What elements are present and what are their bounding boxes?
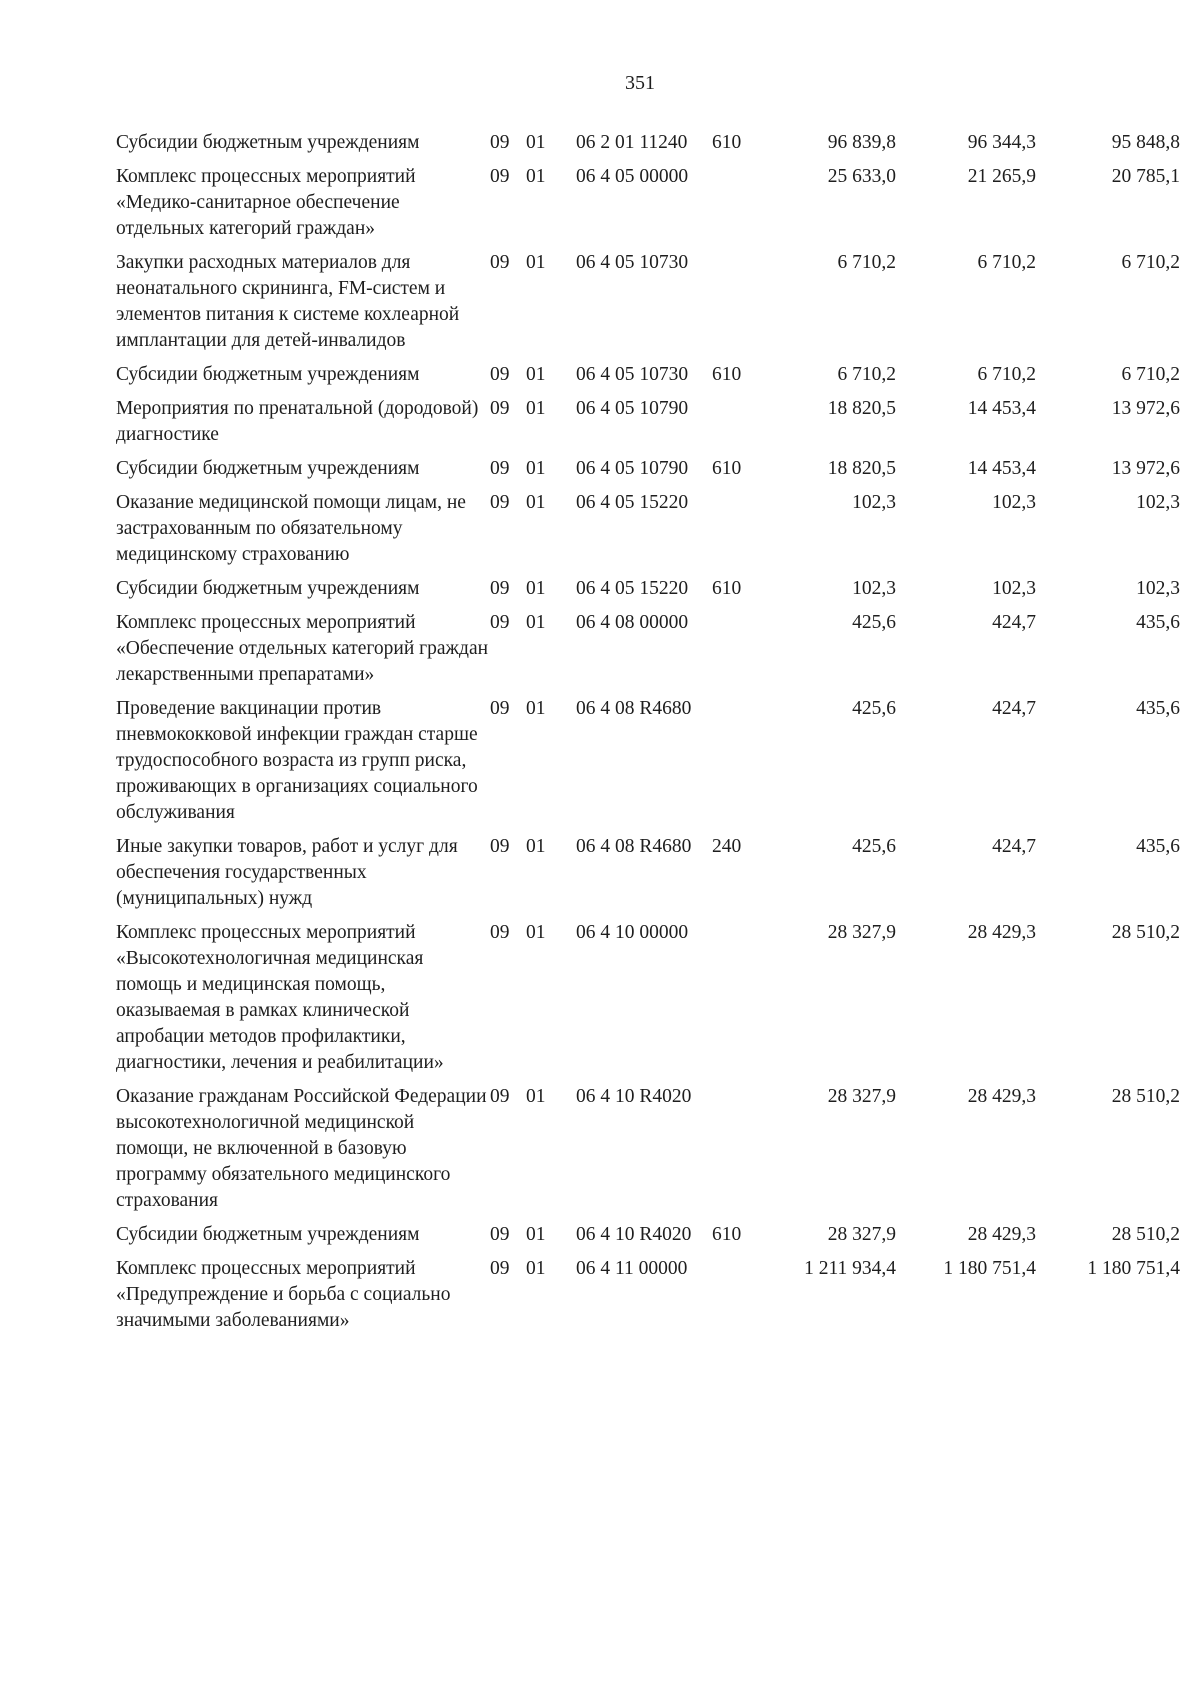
table-row (116, 250, 1180, 362)
amount-year-1: 18 820,5 (827, 458, 896, 479)
section-code: 09 (490, 364, 510, 385)
amount-year-2: 28 429,3 (967, 1224, 1036, 1245)
section-code: 09 (490, 132, 510, 153)
subsection-code: 01 (526, 1086, 546, 1107)
subsection-code: 01 (526, 458, 546, 479)
amount-year-3: 435,6 (1136, 698, 1180, 719)
row-name: Оказание медицинской помощи лицам, не застрахованным по обязательному медицинскому страхованию (116, 492, 466, 565)
expense-type-code: 240 (712, 836, 742, 857)
subsection-code: 01 (526, 578, 546, 599)
row-name: Субсидии бюджетным учреждениям (116, 364, 420, 385)
amount-year-2: 424,7 (992, 612, 1036, 633)
amount-year-2: 424,7 (992, 836, 1036, 857)
target-article-code: 06 4 08 R4680 (576, 698, 692, 719)
table-row (116, 164, 1180, 250)
table-row (116, 396, 1180, 456)
expense-type-code (712, 490, 764, 576)
amount-year-3: 20 785,1 (1111, 166, 1180, 187)
target-article-code: 06 4 05 10790 (576, 398, 689, 419)
expense-type-code (712, 610, 764, 696)
row-name: Комплекс процессных мероприятий «Предупреждение и борьба с социально значимыми заболеваниями» (116, 1258, 451, 1331)
section-code: 09 (490, 252, 510, 273)
row-name: Мероприятия по пренатальной (дородовой) диагностике (116, 398, 479, 445)
amount-year-2: 6 710,2 (977, 364, 1036, 385)
subsection-code: 01 (526, 922, 546, 943)
amount-year-2: 28 429,3 (967, 922, 1036, 943)
table-row (116, 362, 1180, 396)
row-name: Комплекс процессных мероприятий «Медико-санитарное обеспечение отдельных категорий граждан» (116, 166, 416, 239)
amount-year-1: 28 327,9 (827, 922, 896, 943)
amount-year-3: 435,6 (1136, 836, 1180, 857)
table-row (116, 920, 1180, 1084)
section-code: 09 (490, 1086, 510, 1107)
expense-type-code: 610 (712, 132, 742, 153)
subsection-code: 01 (526, 492, 546, 513)
expense-type-code: 610 (712, 364, 742, 385)
section-code: 09 (490, 398, 510, 419)
expense-type-code (712, 250, 764, 362)
expense-type-code (712, 164, 764, 250)
target-article-code: 06 4 08 R4680 (576, 836, 692, 857)
table-row (116, 130, 1180, 164)
amount-year-3: 13 972,6 (1111, 458, 1180, 479)
amount-year-3: 95 848,8 (1111, 132, 1180, 153)
section-code: 09 (490, 1224, 510, 1245)
subsection-code: 01 (526, 132, 546, 153)
amount-year-1: 102,3 (852, 578, 896, 599)
amount-year-1: 425,6 (852, 612, 896, 633)
amount-year-2: 14 453,4 (967, 458, 1036, 479)
subsection-code: 01 (526, 364, 546, 385)
amount-year-1: 96 839,8 (827, 132, 896, 153)
amount-year-1: 18 820,5 (827, 398, 896, 419)
row-name: Закупки расходных материалов для неонатального скрининга, FM-систем и элементов питания к системе кохлеарной имплантации для детей-инвалидов (116, 252, 460, 351)
amount-year-1: 6 710,2 (837, 252, 896, 273)
row-name: Оказание гражданам Российской Федерации высокотехнологичной медицинской помощи, не включенной в базовую программу обязательного медицинского страхования (116, 1086, 487, 1211)
target-article-code: 06 4 05 10730 (576, 252, 689, 273)
expense-type-code (712, 396, 764, 456)
amount-year-2: 28 429,3 (967, 1086, 1036, 1107)
target-article-code: 06 4 05 10730 (576, 364, 689, 385)
amount-year-1: 102,3 (852, 492, 896, 513)
amount-year-3: 28 510,2 (1111, 922, 1180, 943)
amount-year-2: 6 710,2 (977, 252, 1036, 273)
target-article-code: 06 2 01 11240 (576, 132, 688, 153)
row-name: Комплекс процессных мероприятий «Высокотехнологичная медицинская помощь и медицинская помощь, оказываемая в рамках клинической апробации методов профилактики, диагностики, лечения и реабилитации» (116, 922, 444, 1073)
amount-year-3: 6 710,2 (1121, 252, 1180, 273)
amount-year-2: 1 180 751,4 (943, 1258, 1036, 1279)
row-name: Субсидии бюджетным учреждениям (116, 458, 420, 479)
amount-year-3: 1 180 751,4 (1087, 1258, 1180, 1279)
amount-year-3: 28 510,2 (1111, 1086, 1180, 1107)
subsection-code: 01 (526, 252, 546, 273)
table-row (116, 490, 1180, 576)
expense-type-code (712, 920, 764, 1084)
amount-year-2: 102,3 (992, 578, 1036, 599)
expense-type-code (712, 1256, 764, 1342)
row-name: Субсидии бюджетным учреждениям (116, 1224, 420, 1245)
section-code: 09 (490, 458, 510, 479)
row-name: Проведение вакцинации против пневмококковой инфекции граждан старше трудоспособного возраста из групп риска, проживающих в организациях социального обслуживания (116, 698, 478, 823)
row-name: Субсидии бюджетным учреждениям (116, 132, 420, 153)
subsection-code: 01 (526, 1258, 546, 1279)
section-code: 09 (490, 612, 510, 633)
section-code: 09 (490, 836, 510, 857)
section-code: 09 (490, 922, 510, 943)
section-code: 09 (490, 492, 510, 513)
table-row (116, 696, 1180, 834)
section-code: 09 (490, 578, 510, 599)
subsection-code: 01 (526, 166, 546, 187)
amount-year-3: 102,3 (1136, 578, 1180, 599)
amount-year-2: 424,7 (992, 698, 1036, 719)
amount-year-3: 6 710,2 (1121, 364, 1180, 385)
target-article-code: 06 4 10 R4020 (576, 1086, 692, 1107)
section-code: 09 (490, 698, 510, 719)
table-row (116, 1256, 1180, 1342)
subsection-code: 01 (526, 836, 546, 857)
target-article-code: 06 4 11 00000 (576, 1258, 688, 1279)
section-code: 09 (490, 166, 510, 187)
subsection-code: 01 (526, 612, 546, 633)
subsection-code: 01 (526, 1224, 546, 1245)
row-name: Комплекс процессных мероприятий «Обеспечение отдельных категорий граждан лекарственными препаратами» (116, 612, 489, 685)
amount-year-1: 425,6 (852, 698, 896, 719)
expense-type-code (712, 696, 764, 834)
amount-year-3: 435,6 (1136, 612, 1180, 633)
amount-year-2: 21 265,9 (967, 166, 1036, 187)
amount-year-1: 28 327,9 (827, 1224, 896, 1245)
table-row (116, 456, 1180, 490)
subsection-code: 01 (526, 398, 546, 419)
subsection-code: 01 (526, 698, 546, 719)
table-row (116, 576, 1180, 610)
table-row (116, 1222, 1180, 1256)
section-code: 09 (490, 1258, 510, 1279)
expense-type-code: 610 (712, 1224, 742, 1245)
table-row (116, 1084, 1180, 1222)
amount-year-3: 102,3 (1136, 492, 1180, 513)
page-number: 351 (625, 72, 655, 94)
expense-type-code (712, 1084, 764, 1222)
amount-year-1: 6 710,2 (837, 364, 896, 385)
row-name: Субсидии бюджетным учреждениям (116, 578, 420, 599)
amount-year-2: 96 344,3 (967, 132, 1036, 153)
amount-year-1: 28 327,9 (827, 1086, 896, 1107)
amount-year-3: 28 510,2 (1111, 1224, 1180, 1245)
amount-year-2: 14 453,4 (967, 398, 1036, 419)
target-article-code: 06 4 10 00000 (576, 922, 689, 943)
amount-year-1: 425,6 (852, 836, 896, 857)
target-article-code: 06 4 05 15220 (576, 492, 689, 513)
amount-year-1: 25 633,0 (827, 166, 896, 187)
target-article-code: 06 4 05 10790 (576, 458, 689, 479)
expense-type-code: 610 (712, 578, 742, 599)
target-article-code: 06 4 08 00000 (576, 612, 689, 633)
budget-table (116, 130, 1180, 1342)
table-row (116, 834, 1180, 920)
target-article-code: 06 4 05 00000 (576, 166, 689, 187)
amount-year-2: 102,3 (992, 492, 1036, 513)
target-article-code: 06 4 10 R4020 (576, 1224, 692, 1245)
table-row (116, 610, 1180, 696)
expense-type-code: 610 (712, 458, 742, 479)
row-name: Иные закупки товаров, работ и услуг для обеспечения государственных (муниципальных) нужд (116, 836, 458, 909)
table-body (116, 130, 1180, 1342)
target-article-code: 06 4 05 15220 (576, 578, 689, 599)
amount-year-3: 13 972,6 (1111, 398, 1180, 419)
amount-year-1: 1 211 934,4 (804, 1258, 896, 1279)
